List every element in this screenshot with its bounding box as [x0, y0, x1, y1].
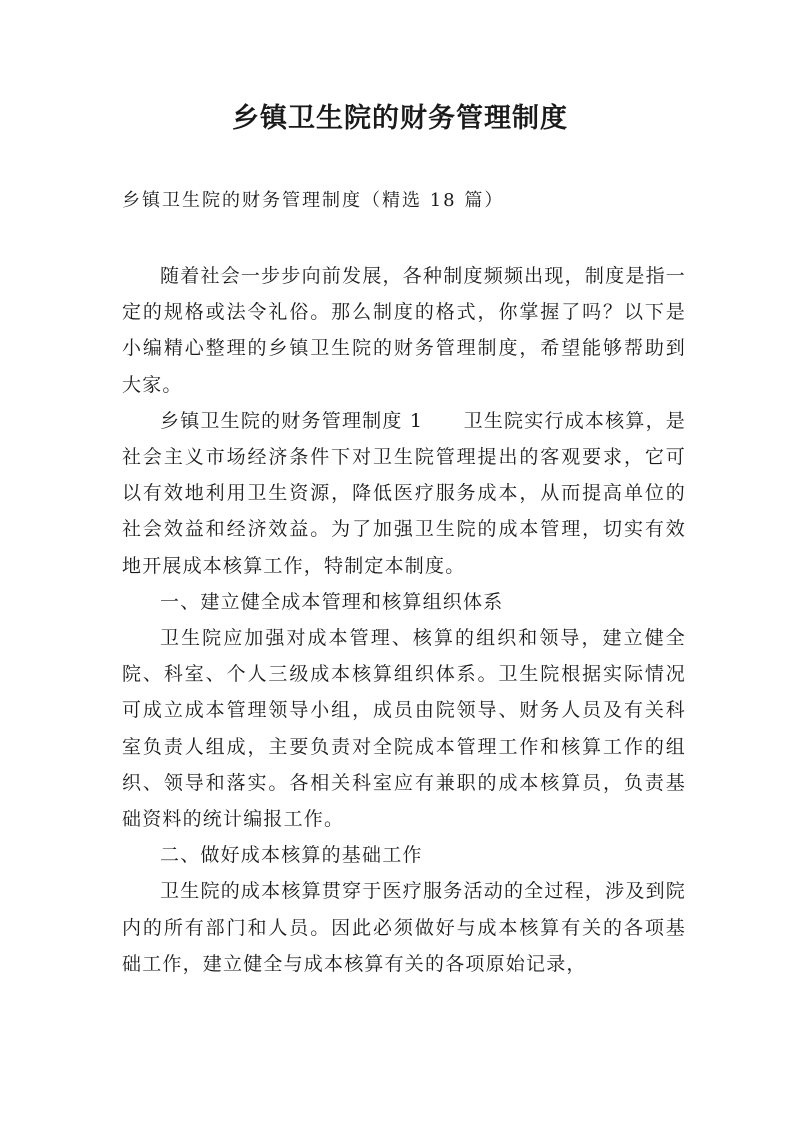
section-heading-2: 二、做好成本核算的基础工作	[160, 844, 423, 867]
basic-work-paragraph: 卫生院的成本核算贯穿于医疗服务活动的全过程，涉及到院内的所有部门和人员。因此必须做好与成本核算有关的各项基础工作，建立健全与成本核算有关的各项原始记录，	[122, 880, 686, 975]
section-1-paragraph: 乡镇卫生院的财务管理制度 1 卫生院实行成本核算，是社会主义市场经济条件下对卫生院管理提出的客观要求，它可以有效地利用卫生资源，降低医疗服务成本，从而提高单位的社会效益和经济效益。为了加强卫生院的成本管理，切实有效地开展成本核算工作，特制定本制度。	[122, 409, 686, 577]
organization-paragraph: 卫生院应加强对成本管理、核算的组织和领导，建立健全院、科室、个人三级成本核算组织体系。卫生院根据实际情况可成立成本管理领导小组，成员由院领导、财务人员及有关科室负责人组成，主要负责对全院成本管理工作和核算工作的组织、领导和落实。各相关科室应有兼职的成本核算员，负责基础资料的统计编报工作。	[122, 627, 686, 831]
intro-paragraph: 随着社会一步步向前发展，各种制度频频出现，制度是指一定的规格或法令礼俗。那么制度的格式，你掌握了吗？以下是小编精心整理的乡镇卫生院的财务管理制度，希望能够帮助到大家。	[122, 265, 686, 396]
document-subtitle: 乡镇卫生院的财务管理制度（精选 18 篇）	[122, 190, 505, 211]
document-body	[122, 258, 686, 982]
document-title: 乡镇卫生院的财务管理制度	[232, 103, 568, 134]
section-heading-1: 一、建立健全成本管理和核算组织体系	[160, 590, 504, 613]
